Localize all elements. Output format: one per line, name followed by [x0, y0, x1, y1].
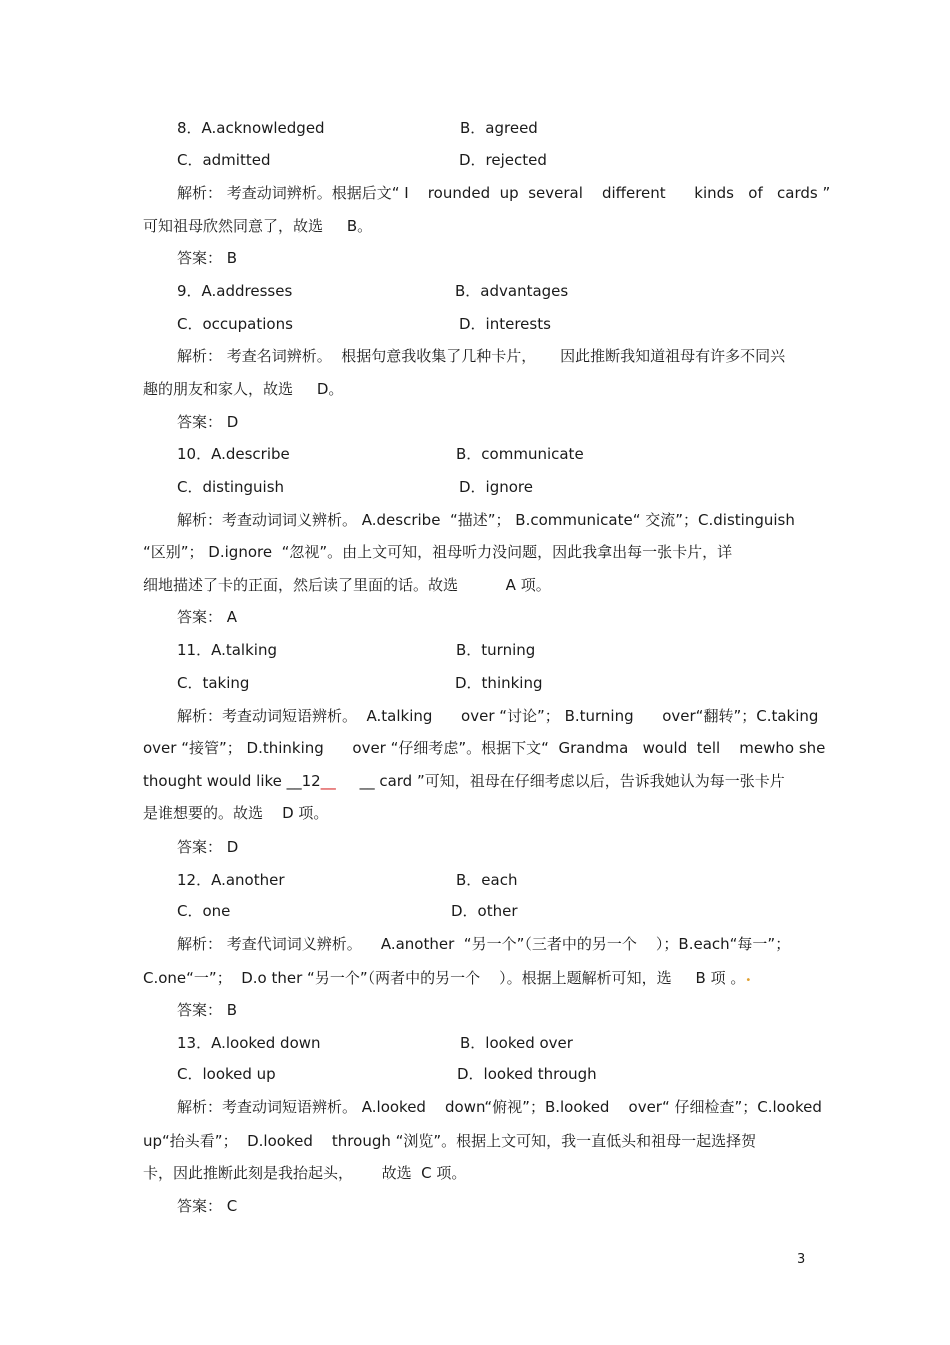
q8-explanation-line-1: 解析： 考查动词辨析。根据后文“ I rounded up several different kinds of cards ” — [177, 184, 831, 202]
q9-option-b: B．advantages — [455, 282, 569, 300]
q12-option-d: D．other — [451, 902, 518, 920]
q8-option-b: B．agreed — [460, 119, 538, 137]
q11-option-c: C．taking — [177, 674, 250, 692]
q9-option-c: C．occupations — [177, 315, 293, 333]
q12-exp2-mark: • — [745, 975, 752, 986]
q13-option-c: C．looked up — [177, 1065, 276, 1083]
q13-explanation-line-2: up“抬头看”； D.looked through “浏览”。根据上文可知，我一直低头和祖母一起选择贺 — [143, 1132, 757, 1150]
page-number: 3 — [797, 1252, 806, 1267]
q11-exp3-prefix: thought would like __12 — [143, 772, 321, 790]
q10-option-c: C．distinguish — [177, 478, 285, 496]
q8-explanation-line-2: 可知祖母欣然同意了，故选 B。 — [143, 217, 373, 235]
q10-explanation-line-1: 解析：考查动词词义辨析。 A.describe “描述”； B.communicate“ 交流”；C.distinguish — [177, 511, 795, 529]
q8-option-d: D．rejected — [459, 151, 547, 169]
q8-option-a: 8．A.acknowledged — [177, 119, 325, 137]
q12-explanation-line-1: 解析： 考查代词词义辨析。 A.another “另一个”（三者中的另一个 ）；B.each“每一”； — [177, 935, 791, 953]
q10-option-b: B．communicate — [456, 445, 584, 463]
q13-option-b: B．looked over — [460, 1034, 573, 1052]
q11-option-b: B．turning — [456, 641, 536, 659]
q11-explanation-line-1: 解析：考查动词短语辨析。 A.talking over “讨论”； B.turning over“翻转”；C.taking — [177, 707, 819, 725]
q9-option-a: 9．A.addresses — [177, 282, 293, 300]
q10-option-a: 10．A.describe — [177, 445, 290, 463]
q11-exp3-suffix: __ card ”可知，祖母在仔细考虑以后，告诉我她认为每一张卡片 — [335, 772, 785, 790]
q10-explanation-line-2: “区别”； D.ignore “忽视”。由上文可知，祖母听力没问题，因此我拿出每一张卡片，详 — [143, 543, 733, 561]
q9-answer: 答案： D — [177, 413, 239, 431]
q12-exp2-text: C.one“一”； D.o ther “另一个”（两者中的另一个 ）。根据上题解析可知，选 B 项 。 — [143, 969, 746, 987]
q13-answer: 答案： C — [177, 1197, 238, 1215]
q9-explanation-line-2: 趣的朋友和家人，故选 D。 — [143, 380, 344, 398]
q12-answer: 答案： B — [177, 1001, 238, 1019]
q8-option-c: C．admitted — [177, 151, 271, 169]
q11-explanation-line-2: over “接管”； D.thinking over “仔细考虑”。根据下文“ Grandma would tell mewho she — [143, 739, 826, 757]
q13-explanation-line-3: 卡，因此推断此刻是我抬起头， 故选 C 项。 — [143, 1164, 467, 1182]
q12-explanation-line-2 — [143, 968, 751, 991]
q10-explanation-line-3: 细地描述了卡的正面，然后读了里面的话。故选 A 项。 — [143, 576, 551, 594]
q10-answer: 答案： A — [177, 608, 238, 626]
q13-option-d: D．looked through — [457, 1065, 597, 1083]
q11-option-a: 11．A.talking — [177, 641, 277, 659]
q8-answer: 答案： B — [177, 249, 238, 267]
q10-option-d: D．ignore — [459, 478, 533, 496]
q13-explanation-line-1: 解析：考查动词短语辨析。 A.looked down“俯视”；B.looked over“ 仔细检查”；C.looked — [177, 1098, 822, 1116]
q11-exp3-red-mark: __ — [320, 772, 336, 790]
q11-answer: 答案： D — [177, 838, 239, 856]
q13-option-a: 13．A.looked down — [177, 1034, 321, 1052]
q11-explanation-line-4: 是谁想要的。故选 D 项。 — [143, 804, 329, 822]
q9-option-d: D．interests — [459, 315, 551, 333]
q11-explanation-line-3 — [143, 771, 785, 791]
q12-option-a: 12．A.another — [177, 871, 285, 889]
q11-option-d: D．thinking — [455, 674, 543, 692]
q9-explanation-line-1: 解析： 考查名词辨析。 根据句意我收集了几种卡片， 因此推断我知道祖母有许多不同兴 — [177, 347, 786, 365]
q12-option-c: C．one — [177, 902, 231, 920]
q12-option-b: B．each — [456, 871, 518, 889]
